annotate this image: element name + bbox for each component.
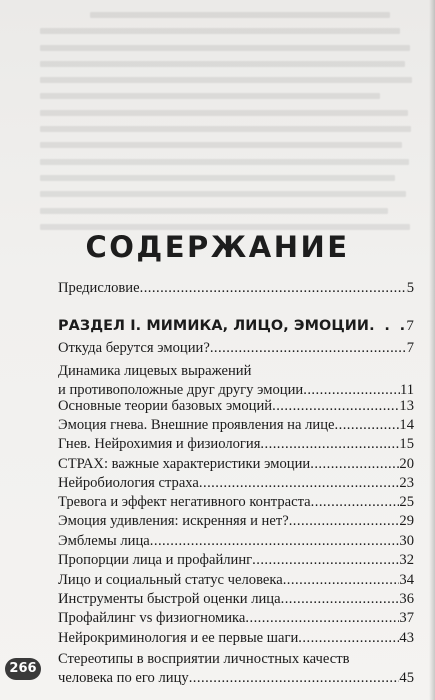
toc-entry[interactable] (58, 455, 414, 474)
page-title: СОДЕРЖАНИЕ (85, 230, 350, 264)
toc-entry-title: Динамика лицевых выражений (58, 363, 252, 379)
toc-entry-title: Пропорции лица и профайлинг (58, 552, 253, 568)
toc-entry-page: 11 (399, 382, 414, 398)
toc-entry-row (58, 339, 414, 358)
toc-entry-title: Основные теории базовых эмоций (58, 398, 273, 414)
toc-entry-row (58, 317, 414, 336)
toc-entry-page: 13 (399, 398, 414, 414)
toc-entry-title: Стереотипы в восприятии личностных качеств (58, 651, 350, 667)
toc-entry-page: 32 (399, 552, 414, 568)
dot-leader (252, 551, 399, 570)
dot-leader (289, 512, 400, 531)
toc-entry-row (58, 590, 414, 609)
toc-entry[interactable] (58, 609, 414, 628)
toc-entry[interactable] (58, 512, 414, 531)
toc-entry-row (58, 416, 414, 435)
toc-entry-title: Профайлинг vs физиогномика (58, 610, 246, 626)
toc-entry[interactable] (58, 397, 414, 416)
toc-entry[interactable] (58, 590, 414, 609)
dot-leader (311, 493, 400, 512)
toc-entry[interactable] (58, 650, 414, 688)
toc-entry-row (58, 669, 414, 688)
toc-entry-row (58, 435, 414, 454)
toc-entry-row (58, 397, 414, 416)
toc-entry-row (58, 609, 414, 628)
toc-entry-page: 37 (399, 610, 414, 626)
show-through-line (30, 202, 425, 218)
dot-leader (310, 455, 399, 474)
toc-entry-row (58, 455, 414, 474)
toc-entry[interactable] (58, 629, 414, 648)
toc-entry-title: Предисловие (58, 280, 140, 296)
toc-entry-title: Эмблемы лица (58, 533, 150, 549)
toc-entry-page: 20 (399, 456, 414, 472)
show-through-line (30, 153, 425, 169)
show-through-line (30, 22, 425, 38)
show-through-text (30, 6, 425, 234)
toc-entry-title: Эмоция удивления: искренняя и нет? (58, 513, 289, 529)
toc-entry[interactable] (58, 532, 414, 551)
toc-entry-page: 43 (399, 630, 414, 646)
dot-leader (298, 629, 399, 648)
toc-entry-row (58, 629, 414, 648)
toc-entry-row (58, 512, 414, 531)
toc-entry-page: 23 (399, 475, 414, 491)
toc-entry[interactable] (58, 571, 414, 590)
toc-entry[interactable] (58, 493, 414, 512)
show-through-line (30, 55, 425, 71)
toc-entry-page: 7 (406, 340, 414, 356)
toc-entry-page: 5 (406, 280, 414, 296)
toc-entry-page: 45 (399, 670, 414, 686)
toc-entry[interactable] (58, 435, 414, 454)
page-edge-shadow (429, 0, 435, 700)
toc-entry[interactable] (58, 416, 414, 435)
toc-entry-row (58, 532, 414, 551)
dot-leader (199, 474, 400, 493)
toc-section-heading[interactable] (58, 317, 414, 336)
show-through-line (30, 71, 425, 87)
toc-entry-page: 34 (399, 572, 414, 588)
toc-entry[interactable] (58, 279, 414, 298)
toc-entry-title: Лицо и социальный статус человека (58, 572, 283, 588)
dot-leader (140, 279, 407, 298)
toc-entry-title: Гнев. Нейрохимия и физиология (58, 436, 261, 452)
show-through-line (30, 6, 425, 22)
toc-entry-title: Инструменты быстрой оценки лица (58, 591, 281, 607)
dot-leader (335, 416, 400, 435)
toc-entry-row (58, 551, 414, 570)
toc-entry-page: 25 (399, 494, 414, 510)
show-through-line (30, 39, 425, 55)
show-through-line (30, 87, 425, 103)
dot-leader (283, 571, 400, 590)
toc-entry-row (58, 474, 414, 493)
toc-entry-page: 36 (399, 591, 414, 607)
toc-entry[interactable] (58, 362, 414, 400)
dot-leader (260, 435, 399, 454)
toc-entry-title-continued: и противоположные друг другу эмоции (58, 382, 304, 398)
toc-entry-title: Нейрокриминология и ее первые шаги (58, 630, 299, 646)
toc-entry[interactable] (58, 551, 414, 570)
toc-entry-title: Нейробиология страха (58, 475, 199, 491)
dot-leader (369, 317, 406, 336)
page-number-badge: 266 (5, 658, 41, 680)
toc-entry-row (58, 279, 414, 298)
toc-entry-row (58, 571, 414, 590)
show-through-line (30, 136, 425, 152)
toc-entry[interactable] (58, 474, 414, 493)
toc-entry-page: 14 (399, 417, 414, 433)
show-through-line (30, 104, 425, 120)
dot-leader (281, 590, 400, 609)
dot-leader (272, 397, 399, 416)
dot-leader (245, 609, 399, 628)
toc-entry-title: СТРАХ: важные характеристики эмоции (58, 456, 311, 472)
toc-entry-title: РАЗДЕЛ I. МИМИКА, ЛИЦО, ЭМОЦИИ (58, 318, 370, 334)
toc-entry[interactable] (58, 339, 414, 358)
dot-leader (189, 669, 400, 688)
toc-entry-page: 29 (399, 513, 414, 529)
toc-entry-page: 7 (406, 318, 414, 334)
toc-entry-page: 30 (399, 533, 414, 549)
dot-leader (150, 532, 400, 551)
toc-entry-page: 15 (399, 436, 414, 452)
toc-entry-title: Тревога и эффект негативного контраста (58, 494, 311, 510)
show-through-line (30, 169, 425, 185)
show-through-line (30, 120, 425, 136)
show-through-line (30, 185, 425, 201)
toc-entry-row (58, 493, 414, 512)
toc-entry-title: Эмоция гнева. Внешние проявления на лице (58, 417, 335, 433)
dot-leader (210, 339, 407, 358)
toc-entry-title: Откуда берутся эмоции? (58, 340, 210, 356)
toc-entry-title-continued: человека по его лицу (58, 670, 189, 686)
